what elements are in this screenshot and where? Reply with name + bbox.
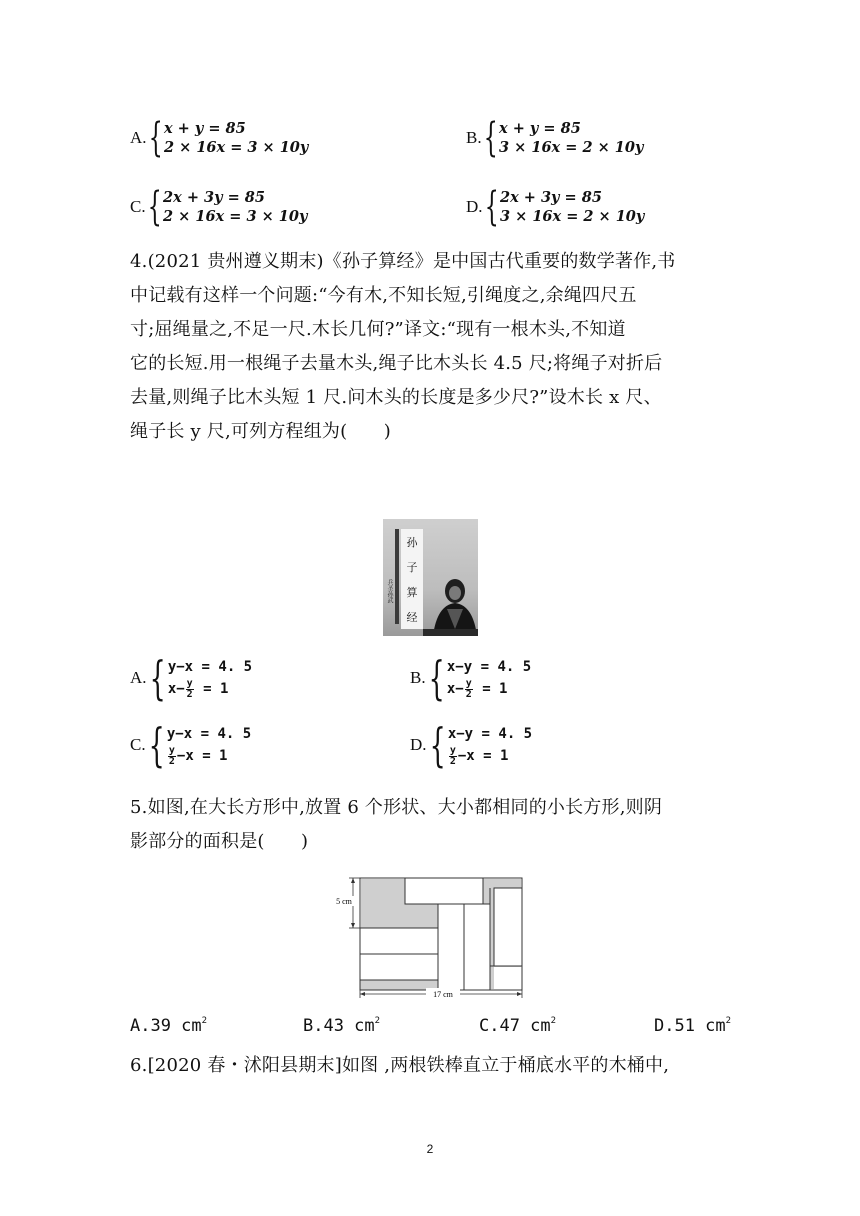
q3-option-d	[466, 184, 645, 230]
option-label: B.	[410, 668, 426, 687]
q5-option-b	[303, 1016, 380, 1036]
brace-icon: {	[484, 184, 499, 230]
brace-icon: {	[429, 718, 446, 772]
side-inscription: 兵圣孙武	[386, 579, 393, 603]
q5-option-d	[654, 1016, 731, 1036]
q3-option-a	[130, 115, 309, 161]
scroll-rod	[395, 529, 399, 624]
title-char: 经	[406, 610, 418, 624]
scholar-figure	[423, 569, 478, 636]
equation: 2x + 3y = 85	[499, 189, 602, 206]
text-line: 它的长短.用一根绳子去量木头,绳子比木头长 4.5 尺;将绳子对折后	[130, 353, 663, 374]
option-label: D.	[466, 197, 483, 216]
height-label: 5 cm	[336, 897, 352, 906]
option-text: A.39 cm	[130, 1016, 202, 1036]
denominator: 2	[465, 688, 472, 700]
title-char: 子	[406, 560, 418, 574]
q5-option-a	[130, 1016, 207, 1036]
option-superscript: 2	[201, 1016, 208, 1026]
fraction	[465, 679, 473, 700]
equation: 2 × 16x = 3 × 10y	[163, 208, 308, 225]
text-line: 中记载有这样一个问题:“今有木,不知长短,引绳度之,余绳四尺五	[130, 285, 637, 306]
option-label: C.	[130, 197, 146, 216]
option-label: B.	[466, 128, 482, 147]
numerator: y	[449, 744, 456, 756]
text-line: 4.(2021 贵州遵义期末)《孙子算经》是中国古代重要的数学著作,书	[130, 251, 676, 272]
denominator: 2	[168, 755, 175, 767]
equation: 3 × 16x = 2 × 10y	[499, 139, 644, 156]
equation: x−y = 4. 5	[446, 659, 532, 675]
option-label: A.	[130, 668, 147, 687]
rectangle-figure	[330, 872, 530, 1000]
equation-part: x−	[446, 681, 464, 697]
brace-icon: {	[483, 115, 498, 161]
equation-part: = 1	[473, 681, 508, 697]
brace-icon: {	[428, 651, 445, 705]
equation: 2x + 3y = 85	[163, 189, 265, 206]
numerator: y	[186, 677, 193, 689]
equation-part: x−	[167, 681, 185, 697]
text-line: 影部分的面积是( )	[130, 831, 309, 852]
equation: y−x = 4. 5	[166, 726, 252, 742]
question-4-text	[130, 245, 742, 449]
denominator: 2	[449, 755, 456, 767]
equation: x−y = 4. 5	[447, 726, 533, 742]
brace-icon: {	[149, 651, 166, 705]
q4-option-c	[130, 718, 252, 772]
equation: 3 × 16x = 2 × 10y	[499, 208, 645, 225]
question-6-text	[130, 1049, 742, 1083]
title-char: 孙	[406, 535, 418, 549]
option-label: A.	[130, 128, 147, 147]
q5-option-c	[479, 1016, 556, 1036]
denominator: 2	[186, 688, 193, 700]
text-line: 去量,则绳子比木头短 1 尺.问木头的长度是多少尺?”设木长 x 尺、	[130, 387, 662, 408]
option-superscript: 2	[550, 1016, 557, 1026]
brace-icon: {	[148, 718, 165, 772]
text-line: 6.[2020 春・沭阳县期末]如图 ,两根铁棒直立于桶底水平的木桶中,	[130, 1055, 670, 1076]
equation-part: = 1	[194, 681, 229, 697]
option-superscript: 2	[374, 1016, 381, 1026]
brace-icon: {	[147, 184, 162, 230]
question-5-text	[130, 791, 742, 859]
text-line: 寸;屈绳量之,不足一尺.木长几何?”译文:“现有一根木头,不知道	[130, 319, 626, 340]
title-char: 算	[406, 585, 418, 599]
option-text: C.47 cm	[479, 1016, 551, 1036]
numerator: y	[168, 744, 175, 756]
option-label: D.	[410, 735, 427, 754]
q3-option-c	[130, 184, 308, 230]
option-text: B.43 cm	[303, 1016, 375, 1036]
fraction	[168, 746, 176, 767]
text-line: 5.如图,在大长方形中,放置 6 个形状、大小都相同的小长方形,则阴	[130, 797, 663, 818]
option-label: C.	[130, 735, 146, 754]
equation: x + y = 85	[499, 120, 581, 137]
option-superscript: 2	[725, 1016, 732, 1026]
page-number: 2	[426, 1142, 434, 1156]
equation-part: −x = 1	[176, 748, 228, 764]
q4-option-a	[130, 651, 253, 705]
brace-icon: {	[148, 115, 163, 161]
fraction	[449, 746, 457, 767]
option-text: D.51 cm	[654, 1016, 726, 1036]
numerator: y	[465, 677, 472, 689]
equation: y−x = 4. 5	[167, 659, 253, 675]
fraction	[186, 679, 194, 700]
equation: x + y = 85	[163, 120, 246, 137]
book-title-banner	[401, 529, 423, 629]
equation-part: −x = 1	[457, 748, 509, 764]
width-label: 17 cm	[433, 990, 453, 999]
text-line: 绳子长 y 尺,可列方程组为( )	[130, 421, 391, 442]
sunzi-suanjing-image	[383, 519, 478, 636]
q3-option-b	[466, 115, 644, 161]
equation: 2 × 16x = 3 × 10y	[163, 139, 309, 156]
q4-option-d	[410, 718, 533, 772]
q4-option-b	[410, 651, 532, 705]
